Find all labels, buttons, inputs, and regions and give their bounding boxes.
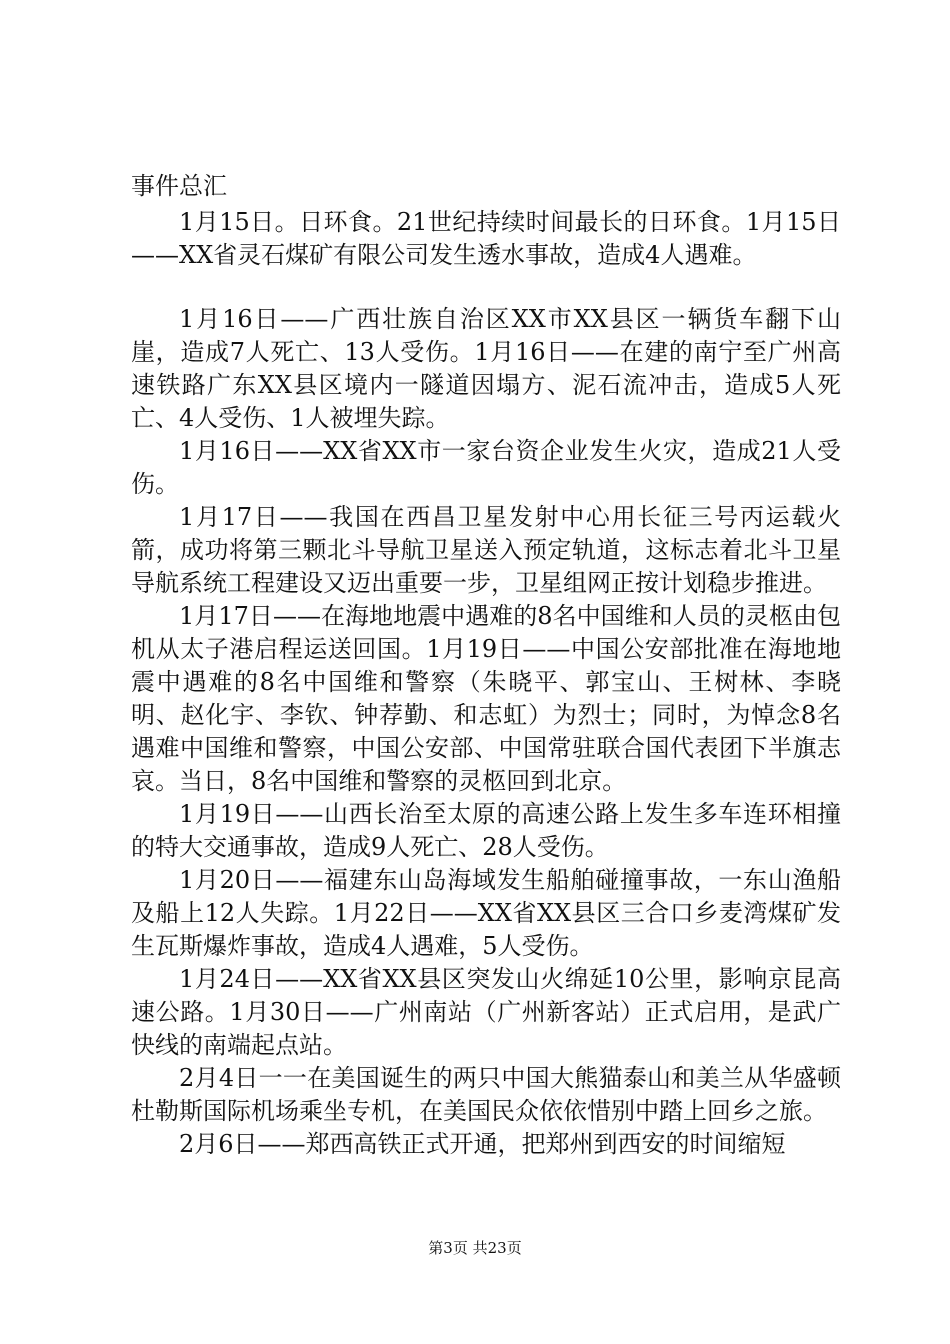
paragraph-10: 2月6日——郑西高铁正式开通，把郑州到西安的时间缩短 [179, 1130, 786, 1158]
section-heading: 事件总汇 [131, 172, 227, 200]
paragraph-3: 1月16日——XX省XX市一家台资企业发生火灾，造成21人受伤。 [131, 437, 841, 498]
paragraph-8: 1月24日——XX省XX县区突发山火绵延10公里，影响京昆高速公路。1月30日——广州南站（广州新客站）正式启用，是武广快线的南端起点站。 [131, 965, 841, 1059]
paragraph-2: 1月16日——广西壮族自治区XX市XX县区一辆货车翻下山崖，造成7人死亡、13人受伤。1月16日——在建的南宁至广州高速铁路广东XX县区境内一隧道因塌方、泥石流冲击，造成5人死亡、4人受伤、1人被埋失踪。 [131, 305, 841, 432]
page-number-footer: 第3页 共23页 [428, 1239, 522, 1257]
document-body [131, 166, 841, 1161]
paragraph-6: 1月19日——山西长治至太原的高速公路上发生多车连环相撞的特大交通事故，造成9人死亡、28人受伤。 [131, 800, 841, 861]
paragraph-5: 1月17日——在海地地震中遇难的8名中国维和人员的灵柩由包机从太子港启程运送回国。1月19日——中国公安部批准在海地地震中遇难的8名中国维和警察（朱晓平、郭宝山、王树林、李晓明、赵化宇、李钦、钟荐勤、和志虹）为烈士；同时，为悼念8名遇难中国维和警察，中国公安部、中国常驻联合国代表团下半旗志哀。当日，8名中国维和警察的灵柩回到北京。 [131, 602, 841, 795]
paragraph-4: 1月17日——我国在西昌卫星发射中心用长征三号丙运载火箭，成功将第三颗北斗导航卫星送入预定轨道，这标志着北斗卫星导航系统工程建设又迈出重要一步，卫星组网正按计划稳步推进。 [131, 503, 841, 597]
paragraph-1: 1月15日。日环食。21世纪持续时间最长的日环食。1月15日——XX省灵石煤矿有限公司发生透水事故，造成4人遇难。 [131, 208, 841, 269]
paragraph-9: 2月4日一一在美国诞生的两只中国大熊猫泰山和美兰从华盛顿杜勒斯国际机场乘坐专机，在美国民众依依惜别中踏上回乡之旅。 [131, 1064, 841, 1125]
paragraph-7: 1月20日——福建东山岛海域发生船舶碰撞事故，一东山渔船及船上12人失踪。1月22日——XX省XX县区三合口乡麦湾煤矿发生瓦斯爆炸事故，造成4人遇难，5人受伤。 [131, 866, 841, 960]
